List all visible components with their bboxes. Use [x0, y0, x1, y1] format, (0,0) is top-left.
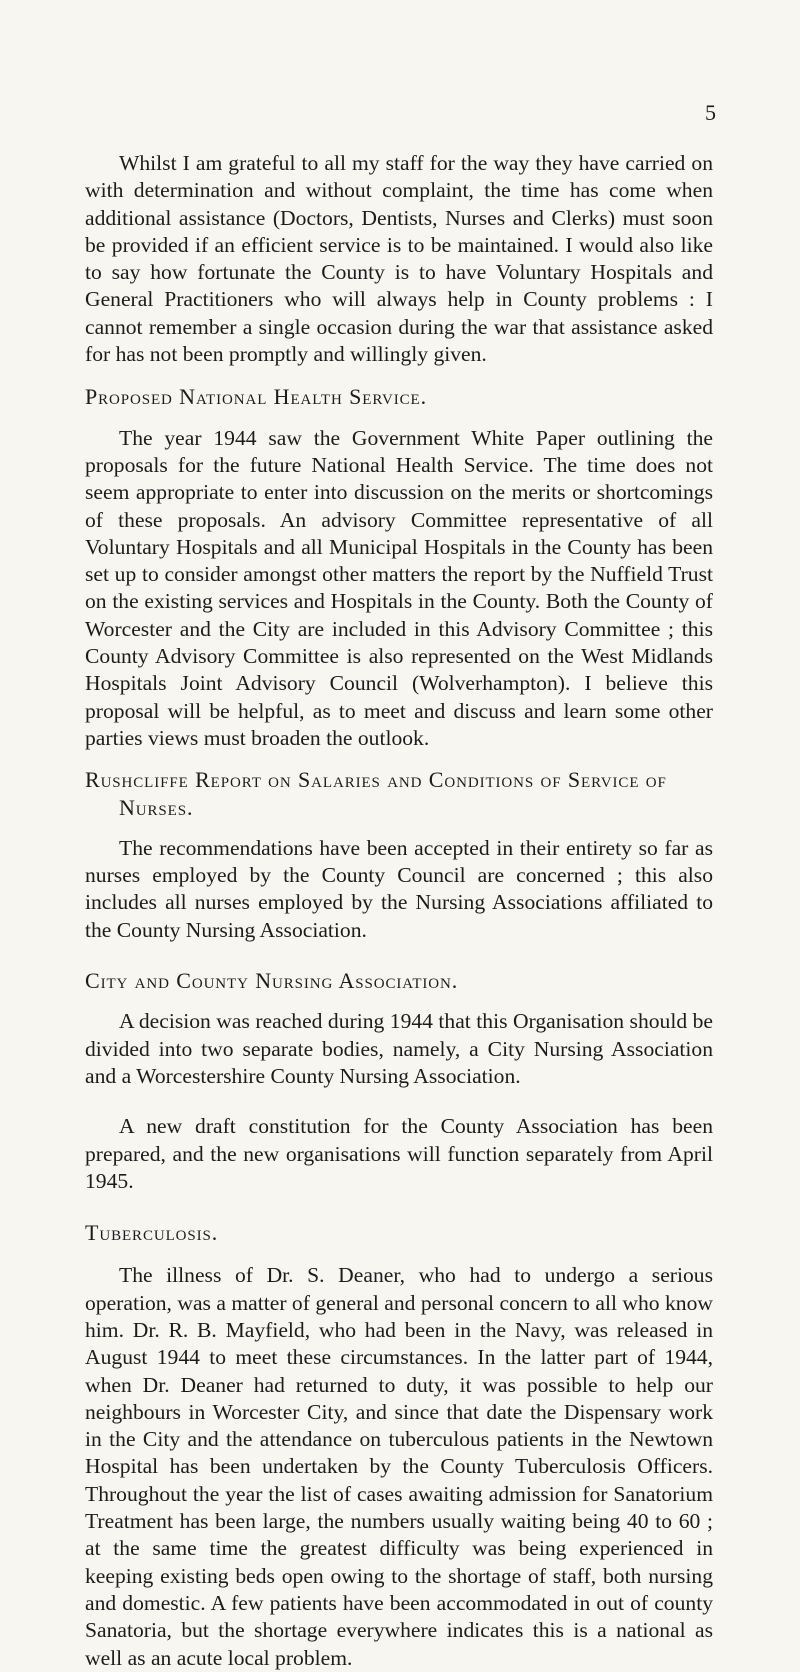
nursing-association-paragraph: A decision was reached during 1944 that this Organisation should be divided into two separate bodies, namely, a City Nursing Association and a Worcestershire County Nursing Association. [85, 1009, 713, 1088]
national-health-paragraph: The year 1944 saw the Government White Paper outlining the proposals for the future National Health Service. The time does not seem appropriate to enter into discussion on the merits or shortcomings of these proposals. An advisory Committee representative of all Voluntary Hospitals and all Municipal Hospitals in the County has been set up to consider amongst other matters the report by the Nuffield Trust on the existing services and Hospitals in the County. Both the County of Worcester and the City are included in this Advisory Committee ; this County Advisory Committee is also represented on the West Midlands Hospitals Joint Advisory Council (Wolverhampton). I believe this proposal will be helpful, as to meet and discuss and learn some other parties views must broaden the outlook. [85, 425, 713, 750]
rushcliffe-heading: Rushcliffe Report on Salaries and Conditions of Service of Nurses. [85, 767, 667, 820]
nursing-association-paragraph-2: A new draft constitution for the County Association has been prepared, and the new organisations will function separately from April 1945. [85, 1114, 713, 1193]
tuberculosis-heading: Tuberculosis. [85, 1220, 219, 1246]
text-column [85, 150, 713, 1672]
tuberculosis-paragraph: The illness of Dr. S. Deaner, who had to undergo a serious operation, was a matter of general and personal concern to all who know him. Dr. R. B. Mayfield, who had been in the Navy, was released in August 1944 to meet these circumstances. In the latter part of 1944, when Dr. Deaner had returned to duty, it was possible to help our neighbours in Worcester City, and since that date the Dispensary work in the City and the attendance on tuberculous patients in the Newtown Hospital has been undertaken by the County Tuberculosis Officers. Throughout the year the list of cases awaiting admission for Sanatorium Treatment has been large, the numbers usually waiting being 40 to 60 ; at the same time the greatest difficulty was being experienced in keeping existing beds open owing to the shortage of staff, both nursing and domestic. A few patients have been accommodated in out of county Sanatoria, but the shortage everywhere indicates this is a national as well as an acute local problem. [85, 1263, 713, 1670]
rushcliffe-paragraph: The recommendations have been accepted in their entirety so far as nurses employed by the County Council are concerned ; this also includes all nurses employed by the Nursing Associations affiliated to the County Nursing Association. [85, 835, 713, 942]
national-health-heading: Proposed National Health Service. [85, 384, 428, 410]
page-number: 5 [705, 100, 716, 125]
intro-paragraph: Whilst I am grateful to all my staff for the way they have carried on with determination and without complaint, the time has come when additional assistance (Doctors, Dentists, Nurses and Clerks) must soon be provided if an efficient service is to be maintained. I would also like to say how fortunate the County is to have Voluntary Hospitals and General Practitioners who will always help in County problems : I cannot remember a single occasion during the war that assistance asked for has not been promptly and willingly given. [85, 151, 713, 367]
nursing-association-heading: City and County Nursing Association. [85, 968, 459, 994]
